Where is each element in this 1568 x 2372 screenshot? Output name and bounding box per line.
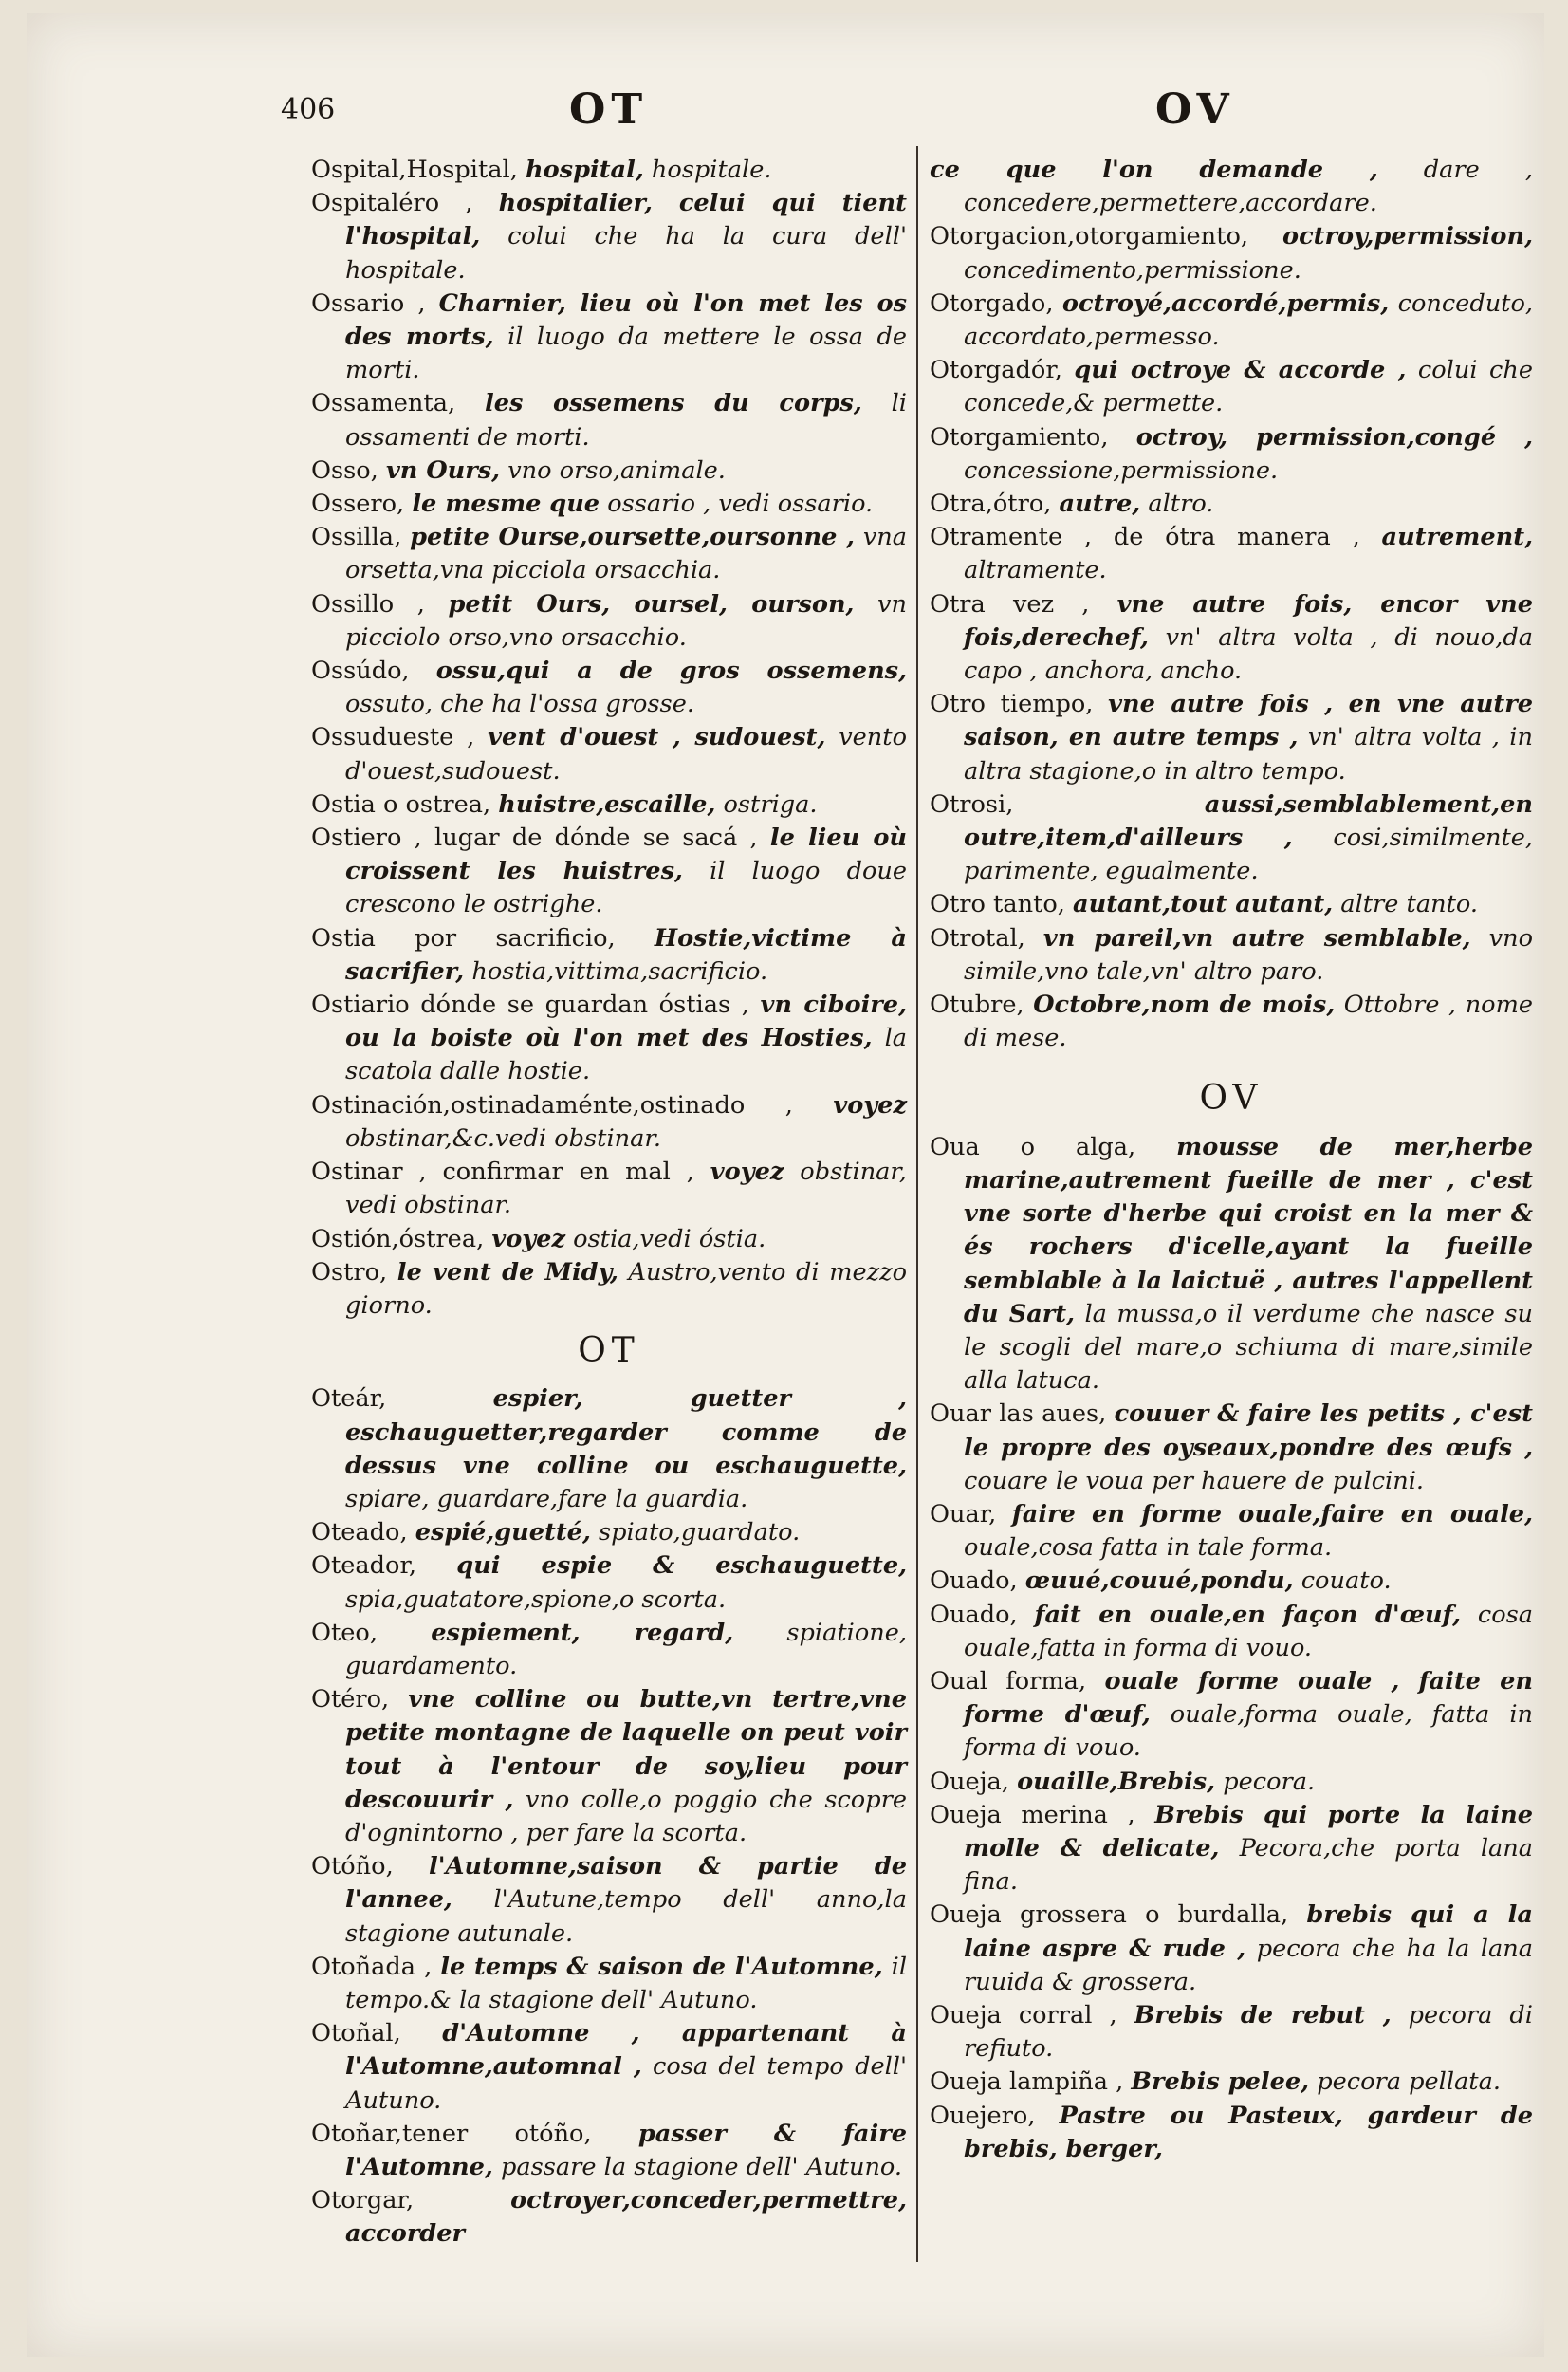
entry-italian: li ossamenti de morti.: [345, 389, 907, 452]
entry-headword: Otóño,: [311, 1852, 394, 1881]
dictionary-entry: [311, 387, 907, 454]
entry-italian: spiato,guardato.: [599, 1518, 801, 1547]
entry-headword: Oueja lampiña ,: [930, 2067, 1132, 2097]
book-page: [27, 13, 1544, 2357]
right-column: [930, 154, 1533, 2166]
entry-french: Octobre,nom de mois,: [1033, 991, 1336, 1020]
entry-headword: Ossillo ,: [311, 589, 449, 619]
section-heading-ot: OT: [578, 1331, 640, 1371]
dictionary-entry: [930, 788, 1533, 889]
entry-italian: pecora.: [1223, 1767, 1316, 1796]
entry-french: couuer & faire les petits , c'est le propre des oyseaux,pondre des œufs ,: [964, 1399, 1533, 1462]
entry-french: brebis qui a la laine aspre & rude ,: [964, 1900, 1533, 1963]
entry-italian: Pecora,che porta lana fina.: [964, 1833, 1533, 1897]
entry-italian: conceduto, accordato,permesso.: [964, 288, 1534, 352]
entry-headword: Ouar,: [930, 1499, 997, 1529]
dictionary-entry: [930, 1665, 1533, 1766]
dictionary-entry: [311, 521, 907, 587]
entry-headword: Ostro,: [311, 1257, 388, 1287]
page-number: 406: [281, 93, 336, 126]
entry-italian: colui che ha la cura dell' hospitale.: [345, 222, 907, 285]
entry-french: vn Ours,: [385, 455, 501, 485]
dictionary-entry: [311, 1156, 907, 1222]
dictionary-entry: [311, 788, 907, 822]
dictionary-entry: [311, 154, 907, 187]
entry-italian: spiatione, guardamento.: [345, 1618, 908, 1680]
entry-french: le temps & saison de l'Automne,: [440, 1952, 883, 1981]
entry-french: voyez: [833, 1090, 907, 1120]
dictionary-entry: [311, 187, 907, 287]
entry-french: octroy,permission,: [1282, 222, 1533, 251]
dictionary-entry: [311, 655, 907, 721]
entry-french: le mesme que: [412, 490, 600, 519]
dictionary-entry: [311, 721, 907, 788]
dictionary-entry: [311, 989, 907, 1089]
entry-french: espier, guetter , eschauguetter,regarder comme de dessus vne colline ou eschauguette,: [345, 1384, 907, 1480]
entry-italian: cosi,similmente, parimente, egualmente.: [964, 824, 1534, 886]
entry-italian: la mussa,o il verdume che nasce su le scogli del mare,o schiuma di mare,simile alla latuca.: [964, 1299, 1533, 1396]
entry-italian: ouale,forma ouale, fatta in forma di vouo.: [964, 1700, 1534, 1763]
entry-italian: hostia,vittima,sacrificio.: [471, 956, 768, 986]
entry-italian: altro.: [1148, 490, 1214, 519]
entry-french: qui octroye & accorde ,: [1074, 356, 1407, 385]
entry-headword: Ostinar , confirmar en mal ,: [311, 1158, 710, 1187]
entry-headword: Otoñar,tener otóño,: [311, 2119, 592, 2148]
entry-italian: ossuto, che ha l'ossa grosse.: [345, 690, 694, 719]
dictionary-entry: [930, 1498, 1533, 1565]
entry-italian: cosa ouale,fatta in forma di vouo.: [964, 1600, 1533, 1662]
entry-headword: Ostiero , lugar de dónde se sacá ,: [311, 824, 770, 853]
entry-french: mousse de mer,herbe marine,autrement fueille de mer , c'est vne sorte d'herbe qui croist en la mer & és rochers d'icelle,ayant la fueille semblable à la laictuë , autres l'appellent du Sart,: [964, 1132, 1533, 1328]
entry-italian: la scatola dalle hostie.: [345, 1024, 908, 1086]
entry-headword: Ossero,: [311, 490, 405, 519]
entry-french: espié,guetté,: [415, 1518, 591, 1547]
entry-french: hospital,: [526, 156, 644, 184]
right-entries-2: [930, 1131, 1533, 2166]
entry-french: Pastre ou Pasteux, gardeur de brebis, berger,: [964, 2101, 1533, 2163]
entry-french: petite Ourse,oursette,oursonne ,: [410, 523, 855, 552]
entry-italian: l'Autune,tempo dell' anno,la stagione autunale.: [345, 1885, 908, 1948]
entry-headword: Ossúdo,: [311, 657, 410, 686]
dictionary-entry: [311, 1516, 907, 1549]
entry-italian: couato.: [1301, 1566, 1392, 1596]
running-header-left: OT: [569, 85, 649, 134]
dictionary-entry: [930, 888, 1533, 921]
dictionary-entry: [311, 1382, 907, 1516]
entry-french: vn ciboire, ou la boiste où l'on met des Hosties,: [345, 991, 907, 1053]
entry-french: faire en forme ouale,faire en ouale,: [1011, 1499, 1533, 1529]
right-entries: [930, 154, 1533, 1055]
dictionary-entry: [311, 1256, 907, 1323]
entry-italian: concessione,permissione.: [964, 455, 1279, 485]
entry-italian: obstinar,&c.vedi obstinar.: [345, 1123, 661, 1153]
entry-headword: Otro tiempo,: [930, 690, 1094, 719]
entry-italian: vento d'ouest,sudouest.: [345, 723, 907, 786]
entry-french: aussi,semblablement,en outre,item,d'ailleurs ,: [964, 789, 1533, 853]
entry-french: ouaille,Brebis,: [1017, 1767, 1216, 1796]
entry-headword: Ouado,: [930, 1566, 1018, 1596]
dictionary-entry: [311, 1683, 907, 1850]
entry-headword: Ouejero,: [930, 2101, 1036, 2130]
entry-french: huistre,escaille,: [498, 789, 716, 819]
entry-headword: Ossudueste ,: [311, 723, 489, 752]
entry-headword: Otéro,: [311, 1685, 390, 1714]
entry-italian: hospitale.: [651, 156, 772, 184]
entry-italian: pecora pellata.: [1317, 2067, 1501, 2097]
dictionary-entry: [930, 922, 1533, 989]
dictionary-entry: [930, 154, 1533, 220]
entry-italian: ostia,vedi óstia.: [573, 1224, 766, 1253]
dictionary-entry: [930, 688, 1533, 788]
entry-headword: Oueja corral ,: [930, 2000, 1134, 2029]
dictionary-entry: [311, 2017, 907, 2118]
entry-italian: ouale,cosa fatta in tale forma.: [964, 1533, 1333, 1563]
dictionary-entry: [930, 1599, 1533, 1665]
entry-french: hospitalier, celui qui tient l'hospital,: [345, 189, 907, 251]
entry-headword: Otrosi,: [930, 789, 1014, 819]
entry-french: petit Ours, oursel, ourson,: [448, 589, 855, 619]
dictionary-entry: [311, 2184, 907, 2251]
dictionary-entry: [311, 1223, 907, 1256]
entry-headword: Otoñal,: [311, 2019, 401, 2048]
entry-italian: Ottobre , nome di mese.: [964, 991, 1534, 1053]
entry-headword: Ostión,óstrea,: [311, 1224, 485, 1253]
entry-italian: vno simile,vno tale,vn' altro paro.: [964, 923, 1533, 986]
left-entries-2: [311, 1382, 907, 2251]
dictionary-entry: [311, 1549, 907, 1616]
dictionary-entry: [930, 588, 1533, 689]
entry-french: vne colline ou butte,vn tertre,vne petite montagne de laquelle on peut voir tout à l'entour de soy,lieu pour descouurir ,: [345, 1685, 907, 1814]
entry-headword: Otorgamiento,: [930, 422, 1109, 452]
entry-italian: ostriga.: [723, 789, 818, 819]
entry-french: les ossemens du corps,: [484, 389, 862, 418]
entry-headword: Ostia por sacrificio,: [311, 923, 616, 953]
dictionary-entry: [311, 588, 907, 655]
dictionary-entry: [311, 454, 907, 488]
entry-italian: couare le voua per hauere de pulcini.: [964, 1466, 1425, 1495]
entry-headword: Otorgacion,otorgamiento,: [930, 222, 1248, 251]
entry-headword: Otorgar,: [311, 2186, 415, 2215]
entry-italian: altramente.: [964, 556, 1107, 585]
entry-italian: il luogo da mettere le ossa de morti.: [345, 323, 908, 385]
entry-french: vne autre fois , en vne autre saison, en autre temps ,: [964, 690, 1533, 752]
dictionary-entry: [930, 1799, 1533, 1899]
entry-french: Brebis qui porte la laine molle & delicate,: [964, 1800, 1534, 1862]
dictionary-entry: [930, 1899, 1533, 1999]
entry-italian: vn' altra volta , di nouo,da capo , anchora, ancho.: [964, 622, 1533, 686]
entry-headword: Otorgado,: [930, 288, 1054, 318]
dictionary-entry: [930, 989, 1533, 1055]
dictionary-entry: [930, 488, 1533, 521]
entry-french: vn pareil,vn autre semblable,: [1042, 923, 1471, 953]
entry-italian: colui che concede,& permette.: [964, 356, 1533, 418]
dictionary-entry: [930, 1766, 1533, 1799]
entry-italian: vn' altra volta , in altra stagione,o in altro tempo.: [964, 723, 1533, 786]
entry-french: octroy, permission,congé ,: [1135, 422, 1534, 452]
entry-french: passer & faire l'Automne,: [345, 2119, 908, 2181]
entry-headword: Oteo,: [311, 1618, 432, 1647]
entry-italian: cosa del tempo dell' Autuno.: [345, 2052, 907, 2115]
entry-italian: spiare, guardare,fare la guardia.: [345, 1484, 748, 1513]
entry-headword: Otoñada ,: [311, 1952, 441, 1981]
left-entries: [311, 154, 907, 1323]
entry-french: espiement, regard,: [431, 1618, 734, 1647]
dictionary-entry: [311, 1089, 907, 1156]
dictionary-entry: [930, 1398, 1533, 1498]
entry-headword: Otramente , de ótra manera ,: [930, 523, 1382, 552]
entry-headword: Oua o alga,: [930, 1132, 1136, 1161]
entry-headword: Otubre,: [930, 991, 1024, 1020]
entry-french: voyez: [491, 1224, 565, 1253]
entry-italian: vna orsetta,vna picciola orsacchia.: [345, 523, 908, 585]
dictionary-entry: [930, 354, 1533, 420]
entry-italian: ossario , vedi ossario.: [607, 490, 874, 519]
entry-french: ossu,qui a de gros ossemens,: [435, 657, 907, 686]
dictionary-entry: [311, 2118, 907, 2184]
dictionary-entry: [311, 1617, 907, 1683]
dictionary-entry: [930, 521, 1533, 587]
dictionary-entry: [930, 421, 1533, 488]
dictionary-entry: [930, 220, 1533, 287]
entry-french: Hostie,victime à sacrifier,: [345, 923, 907, 986]
entry-headword: Ouar las aues,: [930, 1399, 1107, 1429]
entry-french: ouale forme ouale , faite en forme d'œuf,: [964, 1666, 1533, 1730]
entry-headword: Oueja grossera o burdalla,: [930, 1900, 1289, 1930]
dictionary-entry: [311, 488, 907, 521]
entry-headword: Ostiario dónde se guardan óstias ,: [311, 991, 761, 1020]
entry-french: octroyer,conceder,permettre, accorder: [345, 2186, 907, 2249]
entry-italian: spia,guatatore,spione,o scorta.: [345, 1584, 727, 1614]
entry-headword: Ossilla,: [311, 523, 402, 552]
dictionary-entry: [311, 922, 907, 989]
entry-headword: Oteár,: [311, 1384, 493, 1414]
entry-italian: pecora di refiuto.: [964, 2000, 1533, 2064]
entry-headword: Ossario ,: [311, 288, 439, 318]
entry-french: le lieu où croissent les huistres,: [345, 824, 908, 886]
dictionary-entry: [930, 2066, 1533, 2099]
entry-headword: Ospital,Hospital,: [311, 156, 518, 184]
dictionary-entry: [930, 1565, 1533, 1598]
entry-french: vne autre fois, encor vne fois,derechef,: [964, 589, 1533, 652]
entry-french: autrement,: [1381, 523, 1533, 552]
entry-italian: concedimento,permissione.: [964, 255, 1301, 285]
entry-italian: vn picciolo orso,vno orsacchio.: [345, 589, 907, 652]
entry-headword: Ospitaléro ,: [311, 189, 499, 218]
entry-italian: dare , concedere,permettere,accordare.: [964, 156, 1534, 218]
entry-french: vent d'ouest , sudouest,: [488, 723, 826, 752]
entry-headword: Oueja,: [930, 1767, 1009, 1796]
entry-french: d'Automne , appartenant à l'Automne,automnal ,: [345, 2019, 907, 2082]
entry-headword: Ostinación,ostinadaménte,ostinado ,: [311, 1090, 834, 1120]
entry-headword: Oteador,: [311, 1551, 417, 1581]
entry-french: voyez: [710, 1158, 784, 1187]
entry-french: fait en ouale,en façon d'œuf,: [1034, 1600, 1461, 1629]
entry-french: œuué,couué,pondu,: [1024, 1566, 1294, 1596]
entry-headword: Oteado,: [311, 1518, 408, 1547]
entry-italian: Austro,vento di mezzo giorno.: [345, 1257, 907, 1320]
entry-french: Brebis pelee,: [1131, 2067, 1310, 2097]
dictionary-entry: [930, 1999, 1533, 2066]
entry-headword: Otorgadór,: [930, 356, 1075, 385]
entry-italian: vno orso,animale.: [507, 455, 726, 485]
entry-french: l'Automne,saison & partie de l'annee,: [345, 1852, 907, 1915]
entry-italian: passare la stagione dell' Autuno.: [500, 2152, 903, 2181]
entry-french: autant,tout autant,: [1073, 890, 1334, 919]
dictionary-entry: [311, 287, 907, 388]
entry-italian: obstinar, vedi obstinar.: [345, 1158, 907, 1220]
entry-headword: Ostia o ostrea,: [311, 789, 491, 819]
entry-headword: Otra,ótro,: [930, 490, 1052, 519]
column-divider: [916, 146, 918, 2262]
dictionary-entry: [311, 822, 907, 922]
entry-headword: Otra vez ,: [930, 589, 1117, 619]
entry-french: ce que l'on demande ,: [930, 156, 1378, 184]
entry-french: Brebis de rebut ,: [1134, 2000, 1392, 2029]
running-header-right: OV: [1155, 85, 1235, 134]
entry-italian: il tempo.& la stagione dell' Autuno.: [345, 1952, 908, 2014]
entry-french: Charnier, lieu où l'on met les os des morts,: [345, 288, 907, 352]
entry-french: qui espie & eschauguette,: [456, 1551, 908, 1581]
dictionary-entry: [930, 2100, 1533, 2166]
dictionary-entry: [930, 287, 1533, 354]
entry-french: autre,: [1059, 490, 1141, 519]
entry-headword: Oueja merina ,: [930, 1800, 1155, 1829]
entry-headword: Osso,: [311, 455, 378, 485]
dictionary-entry: [311, 1951, 907, 2017]
entry-italian: pecora che ha la lana ruuida & grossera.: [964, 1934, 1533, 1996]
entry-headword: Ouado,: [930, 1600, 1018, 1629]
dictionary-entry: [311, 1850, 907, 1951]
section-heading-ov: OV: [1199, 1079, 1264, 1119]
entry-french: octroyé,accordé,permis,: [1061, 288, 1390, 318]
entry-italian: vno colle,o poggio che scopre d'ognintorno , per fare la scorta.: [345, 1785, 907, 1847]
entry-headword: Oual forma,: [930, 1666, 1087, 1696]
entry-headword: Otrotal,: [930, 923, 1025, 953]
entry-italian: altre tanto.: [1340, 890, 1478, 919]
dictionary-entry: [930, 1131, 1533, 1399]
entry-headword: Ossamenta,: [311, 389, 456, 418]
entry-headword: Otro tanto,: [930, 890, 1065, 919]
entry-french: le vent de Midy,: [397, 1257, 618, 1287]
entry-italian: il luogo doue crescono le ostrighe.: [345, 857, 908, 919]
left-column: [311, 154, 907, 2252]
